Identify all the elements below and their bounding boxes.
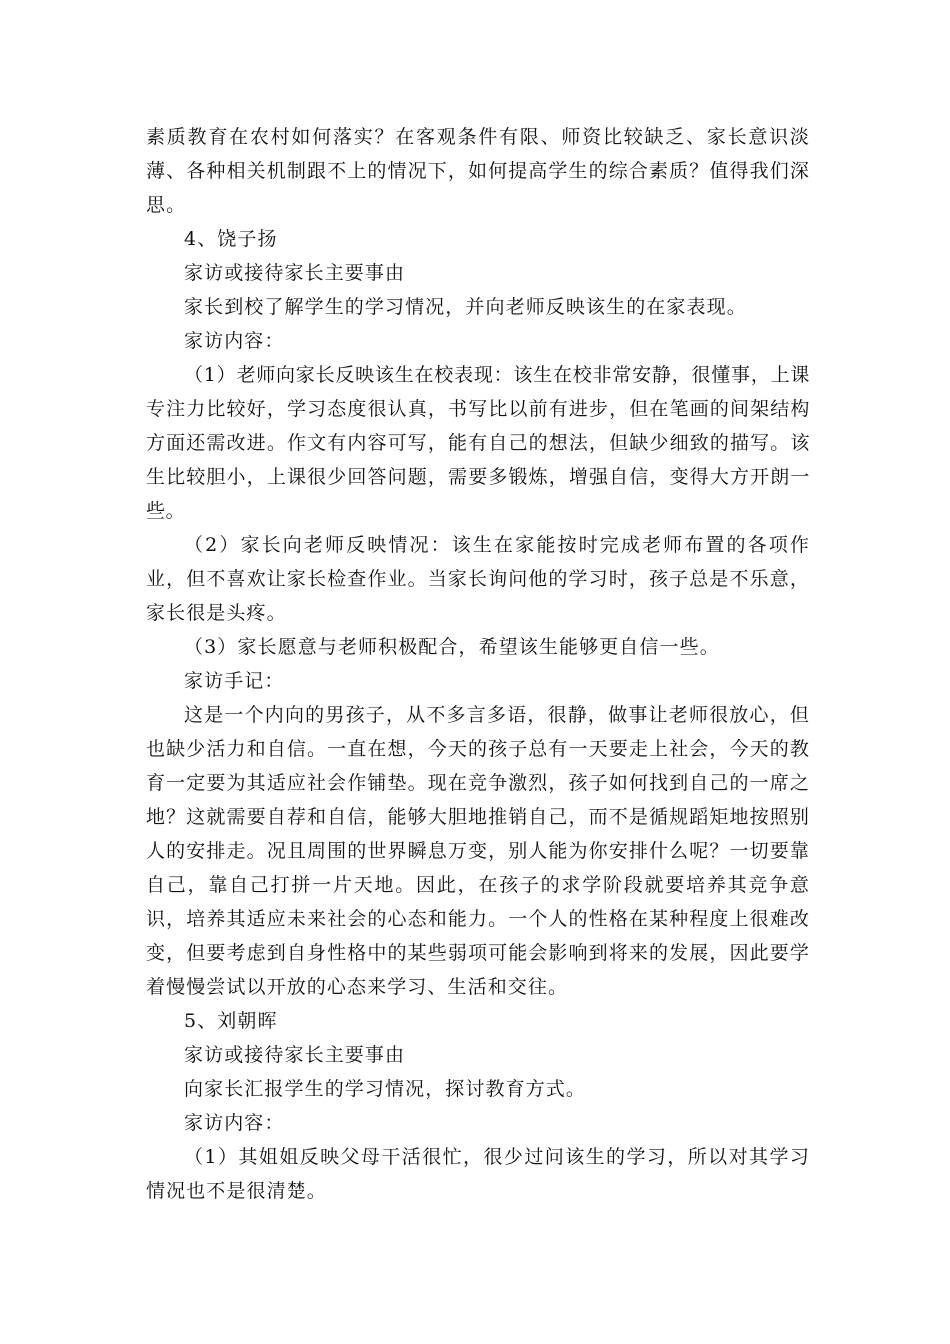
document-page — [146, 120, 810, 1208]
visit-content-item-1-second: （1）其姐姐反映父母干活很忙，很少过问该生的学习，所以对其学习情况也不是很清楚。 — [146, 1146, 810, 1202]
visit-reason-label: 家访或接待家长主要事由 — [184, 262, 406, 284]
student-heading-liu-zhaohui: 5、刘朝晖 — [184, 1010, 278, 1032]
visit-content-label-2: 家访内容： — [184, 1112, 285, 1134]
student-heading-rao-ziyang: 4、饶子扬 — [184, 228, 278, 250]
visit-reason-text: 家长到校了解学生的学习情况，并向老师反映该生的在家表现。 — [184, 296, 747, 318]
visit-reason-label-2: 家访或接待家长主要事由 — [184, 1044, 406, 1066]
visit-content-item-2: （2）家长向老师反映情况：该生在家能按时完成老师布置的各项作业，但不喜欢让家长检查作业。当家长询问他的学习时，孩子总是不乐意，家长很是头疼。 — [146, 534, 810, 624]
visit-content-item-1: （1）老师向家长反映该生在校表现：该生在校非常安静，很懂事，上课专注力比较好，学习态度很认真，书写比以前有进步，但在笔画的间架结构方面还需改进。作文有内容可写，能有自己的想法，但缺少细致的描写。该生比较胆小，上课很少回答问题，需要多锻炼，增强自信，变得大方开朗一些。 — [146, 364, 810, 522]
visit-content-item-3: （3）家长愿意与老师积极配合，希望该生能够更自信一些。 — [184, 636, 720, 658]
paragraph-rural-education: 素质教育在农村如何落实？在客观条件有限、师资比较缺乏、家长意识淡薄、各种相关机制跟不上的情况下，如何提高学生的综合素质？值得我们深思。 — [146, 126, 810, 216]
visit-notes-label: 家访手记： — [184, 670, 285, 692]
visit-reason-text-2: 向家长汇报学生的学习情况，探讨教育方式。 — [184, 1078, 587, 1100]
visit-content-label: 家访内容： — [184, 330, 285, 352]
visit-notes-text: 这是一个内向的男孩子，从不多言多语，很静，做事让老师很放心，但也缺少活力和自信。一直在想，今天的孩子总有一天要走上社会，今天的教育一定要为其适应社会作铺垫。现在竞争激烈，孩子如何找到自己的一席之地？这就需要自荐和自信，能够大胆地推销自己，而不是循规蹈矩地按照别人的安排走。况且周围的世界瞬息万变，别人能为你安排什么呢？一切要靠自己，靠自己打拼一片天地。因此，在孩子的求学阶段就要培养其竞争意识，培养其适应未来社会的心态和能力。一个人的性格在某种程度上很难改变，但要考虑到自身性格中的某些弱项可能会影响到将来的发展，因此要学着慢慢尝试以开放的心态来学习、生活和交往。 — [146, 704, 810, 998]
